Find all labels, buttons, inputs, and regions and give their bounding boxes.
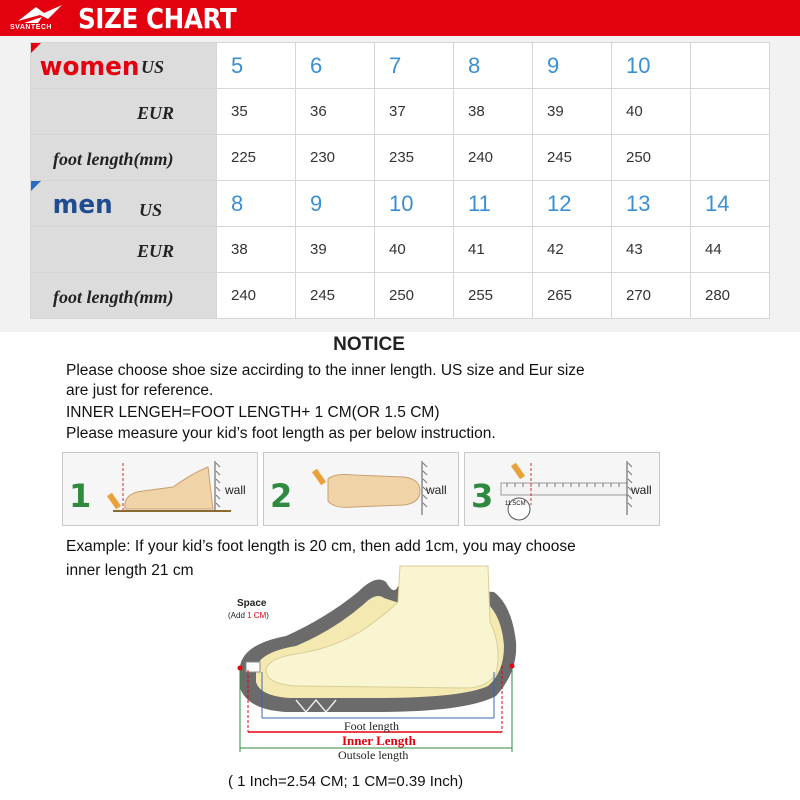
row-label-foot-length: foot length(mm) — [53, 149, 174, 169]
row-label-eur: EUR — [137, 103, 175, 123]
row-label-eur: EUR — [137, 241, 175, 261]
table-cell: 10 — [375, 181, 454, 227]
step-1-panel — [62, 452, 258, 526]
example-line-1: Example: If your kid’s foot length is 20 cm, then add 1cm, you may choose — [66, 538, 576, 555]
space-add-suffix: ) — [266, 611, 269, 620]
notice-line-4: Please measure your kid’s foot length as per below instruction. — [66, 425, 496, 442]
notice-line-3: INNER LENGEH=FOOT LENGTH+ 1 CM(OR 1.5 CM) — [66, 404, 440, 421]
table-cell: 39 — [533, 89, 612, 135]
table-cell: 38 — [217, 227, 296, 273]
table-cell: 245 — [533, 135, 612, 181]
inner-length-label: Inner Length — [342, 733, 416, 748]
table-cell: 6 — [296, 43, 375, 89]
row-label-us: US — [139, 200, 163, 220]
wall-label: wall — [225, 483, 246, 497]
step-number: 1 — [69, 477, 92, 515]
step-2-panel — [263, 452, 459, 526]
table-cell: 41 — [454, 227, 533, 273]
wall-label: wall — [631, 483, 652, 497]
size-table-panel — [0, 36, 800, 332]
step-number: 3 — [471, 477, 494, 515]
table-cell: 13 — [612, 181, 691, 227]
table-cell: 240 — [217, 273, 296, 319]
step-3-panel — [464, 452, 660, 526]
blue-corner-marker — [31, 181, 41, 191]
table-cell — [691, 135, 770, 181]
wall-label: wall — [426, 483, 447, 497]
measure-steps — [62, 452, 662, 526]
notice-line-1: Please choose shoe size accirding to the inner length. US size and Eur size — [66, 362, 585, 379]
table-cell: 245 — [296, 273, 375, 319]
table-cell: 40 — [612, 89, 691, 135]
table-cell: 225 — [217, 135, 296, 181]
table-cell: 250 — [612, 135, 691, 181]
foot-length-label: Foot length — [344, 719, 400, 733]
women-label: women — [39, 52, 140, 82]
table-cell: 265 — [533, 273, 612, 319]
size-table — [30, 42, 770, 319]
table-cell: 35 — [217, 89, 296, 135]
unit-conversion: ( 1 Inch=2.54 CM; 1 CM=0.39 Inch) — [228, 773, 464, 790]
table-cell: 7 — [375, 43, 454, 89]
table-cell: 9 — [296, 181, 375, 227]
example-line-2: inner length 21 cm — [66, 562, 194, 579]
table-cell: 250 — [375, 273, 454, 319]
table-cell: 40 — [375, 227, 454, 273]
table-row-men-us — [31, 181, 770, 227]
brand-name: SVANTECH — [10, 24, 52, 31]
space-add-prefix: (Add — [228, 611, 248, 620]
table-cell: 9 — [533, 43, 612, 89]
measure-label: 11.5CM — [505, 501, 526, 507]
table-row-women-us — [31, 43, 770, 89]
step-number: 2 — [270, 477, 293, 515]
row-label-us: US — [141, 57, 165, 77]
notice-line-2: are just for reference. — [66, 382, 214, 399]
table-cell — [691, 89, 770, 135]
row-label-cell — [31, 89, 217, 135]
outsole-length-label: Outsole length — [338, 748, 409, 762]
table-cell: 12 — [533, 181, 612, 227]
page-title: SIZE CHART — [78, 2, 237, 35]
table-cell: 36 — [296, 89, 375, 135]
table-cell: 8 — [454, 43, 533, 89]
men-label: men — [52, 190, 113, 220]
table-row-men-foot — [31, 273, 770, 319]
table-cell: 10 — [612, 43, 691, 89]
table-cell: 235 — [375, 135, 454, 181]
table-cell: 44 — [691, 227, 770, 273]
row-label-cell — [31, 43, 217, 89]
table-row-women-foot — [31, 135, 770, 181]
shoe-diagram — [226, 562, 526, 772]
row-label-cell — [31, 227, 217, 273]
table-cell: 11 — [454, 181, 533, 227]
table-cell — [691, 43, 770, 89]
table-cell: 39 — [296, 227, 375, 273]
space-label: Space — [237, 598, 267, 609]
space-add-value: 1 CM — [247, 611, 267, 620]
table-cell: 14 — [691, 181, 770, 227]
table-cell: 255 — [454, 273, 533, 319]
notice-heading: NOTICE — [333, 334, 405, 355]
header-banner — [0, 0, 800, 36]
row-label-cell — [31, 135, 217, 181]
table-cell: 8 — [217, 181, 296, 227]
row-label-foot-length: foot length(mm) — [53, 287, 174, 307]
table-cell: 280 — [691, 273, 770, 319]
table-cell: 42 — [533, 227, 612, 273]
table-cell: 240 — [454, 135, 533, 181]
table-cell: 43 — [612, 227, 691, 273]
table-row-women-eur — [31, 89, 770, 135]
table-cell: 230 — [296, 135, 375, 181]
table-cell: 37 — [375, 89, 454, 135]
table-cell: 5 — [217, 43, 296, 89]
table-row-men-eur — [31, 227, 770, 273]
space-add-label — [228, 611, 269, 620]
table-cell: 38 — [454, 89, 533, 135]
table-cell: 270 — [612, 273, 691, 319]
row-label-cell — [31, 181, 217, 227]
row-label-cell — [31, 273, 217, 319]
